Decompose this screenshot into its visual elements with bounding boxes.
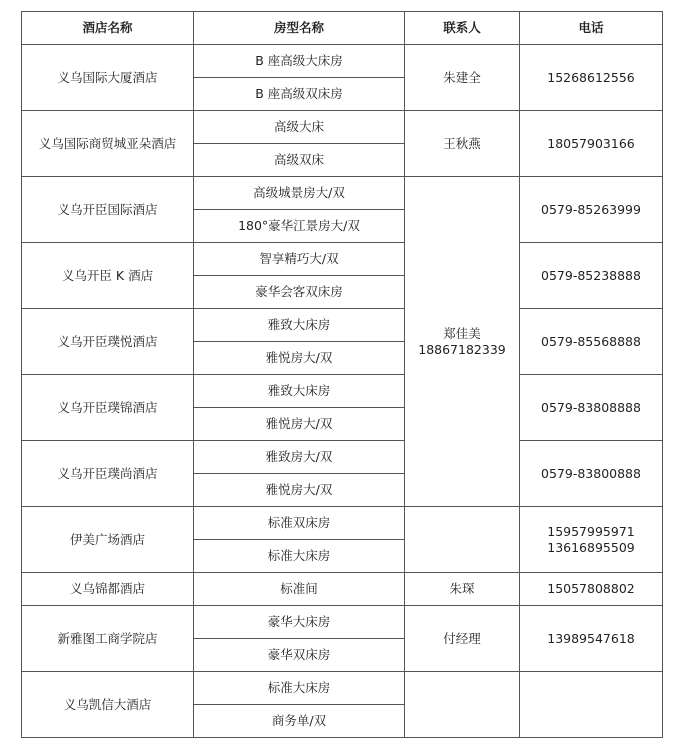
hotel-name-cell: 义乌开臣璞悦酒店 [22, 309, 194, 375]
contact-cell [405, 111, 520, 177]
hotel-name-cell: 义乌开臣璞尚酒店 [22, 441, 194, 507]
room-type-cell: 豪华会客双床房 [194, 276, 405, 309]
table-row [22, 672, 663, 705]
phone-number: 0579-83800888 [541, 465, 641, 481]
room-type-cell: 雅悦房大/双 [194, 474, 405, 507]
room-type-cell: B 座高级大床房 [194, 45, 405, 78]
phone-number: 0579-85568888 [541, 333, 641, 349]
header-room-type: 房型名称 [194, 12, 405, 45]
header-contact: 联系人 [405, 12, 520, 45]
phone-number: 0579-83808888 [541, 399, 641, 415]
hotel-name-cell: 义乌凯信大酒店 [22, 672, 194, 738]
room-type-cell: 雅致房大/双 [194, 441, 405, 474]
room-type-cell: 雅悦房大/双 [194, 408, 405, 441]
hotel-name-cell: 义乌锦都酒店 [22, 573, 194, 606]
contact-name: 付经理 [443, 630, 481, 646]
table-row [22, 111, 663, 144]
phone-cell [520, 45, 663, 111]
hotel-name-cell: 义乌国际大厦酒店 [22, 45, 194, 111]
hotel-name-cell: 伊美广场酒店 [22, 507, 194, 573]
contact-name: 郑佳美 [443, 325, 481, 341]
table-row [22, 441, 663, 474]
table-row [22, 507, 663, 540]
room-type-cell: B 座高级双床房 [194, 78, 405, 111]
room-type-cell: 180°豪华江景房大/双 [194, 210, 405, 243]
table-row [22, 243, 663, 276]
room-type-cell: 标准大床房 [194, 540, 405, 573]
phone-cell [520, 606, 663, 672]
phone-number: 13616895509 [547, 539, 635, 555]
phone-cell [520, 573, 663, 606]
room-type-cell: 商务单/双 [194, 705, 405, 738]
room-type-cell: 雅悦房大/双 [194, 342, 405, 375]
contact-cell [405, 606, 520, 672]
phone-cell [520, 177, 663, 243]
contact-cell [405, 45, 520, 111]
room-type-cell: 标准间 [194, 573, 405, 606]
contact-cell [405, 177, 520, 507]
room-type-cell: 雅致大床房 [194, 375, 405, 408]
room-type-cell: 高级大床 [194, 111, 405, 144]
table-row [22, 573, 663, 606]
contact-cell [405, 507, 520, 573]
phone-number: 15268612556 [547, 69, 635, 85]
hotel-name-cell: 义乌开臣璞锦酒店 [22, 375, 194, 441]
phone-number: 0579-85238888 [541, 267, 641, 283]
table-row [22, 309, 663, 342]
contact-name: 朱琛 [449, 581, 475, 596]
header-row [22, 12, 663, 45]
hotel-name-cell: 义乌开臣国际酒店 [22, 177, 194, 243]
room-type-cell: 豪华大床房 [194, 606, 405, 639]
header-hotel-name: 酒店名称 [22, 12, 194, 45]
phone-number: 13989547618 [547, 630, 635, 646]
phone-cell [520, 441, 663, 507]
contact-name: 朱建全 [443, 69, 481, 85]
phone-number: 15957995971 [547, 523, 635, 539]
phone-number: 15057808802 [547, 581, 635, 596]
table-row [22, 606, 663, 639]
header-phone: 电话 [520, 12, 663, 45]
room-type-cell: 标准双床房 [194, 507, 405, 540]
phone-cell [520, 309, 663, 375]
contact-name: 王秋燕 [443, 135, 481, 151]
hotel-name-cell: 新雅图工商学院店 [22, 606, 194, 672]
phone-cell [520, 111, 663, 177]
contact-cell [405, 573, 520, 606]
table-row [22, 177, 663, 210]
phone-cell [520, 672, 663, 738]
contact-cell [405, 672, 520, 738]
hotel-table [21, 11, 663, 738]
table-row [22, 375, 663, 408]
phone-cell [520, 375, 663, 441]
contact-phone: 18867182339 [418, 341, 506, 357]
hotel-name-cell: 义乌开臣 K 酒店 [22, 243, 194, 309]
phone-number: 18057903166 [547, 135, 635, 151]
phone-number: 0579-85263999 [541, 201, 641, 217]
phone-cell [520, 507, 663, 573]
room-type-cell: 高级城景房大/双 [194, 177, 405, 210]
room-type-cell: 智享精巧大/双 [194, 243, 405, 276]
room-type-cell: 标准大床房 [194, 672, 405, 705]
hotel-name-cell: 义乌国际商贸城亚朵酒店 [22, 111, 194, 177]
room-type-cell: 雅致大床房 [194, 309, 405, 342]
room-type-cell: 高级双床 [194, 144, 405, 177]
room-type-cell: 豪华双床房 [194, 639, 405, 672]
table-row [22, 45, 663, 78]
phone-cell [520, 243, 663, 309]
